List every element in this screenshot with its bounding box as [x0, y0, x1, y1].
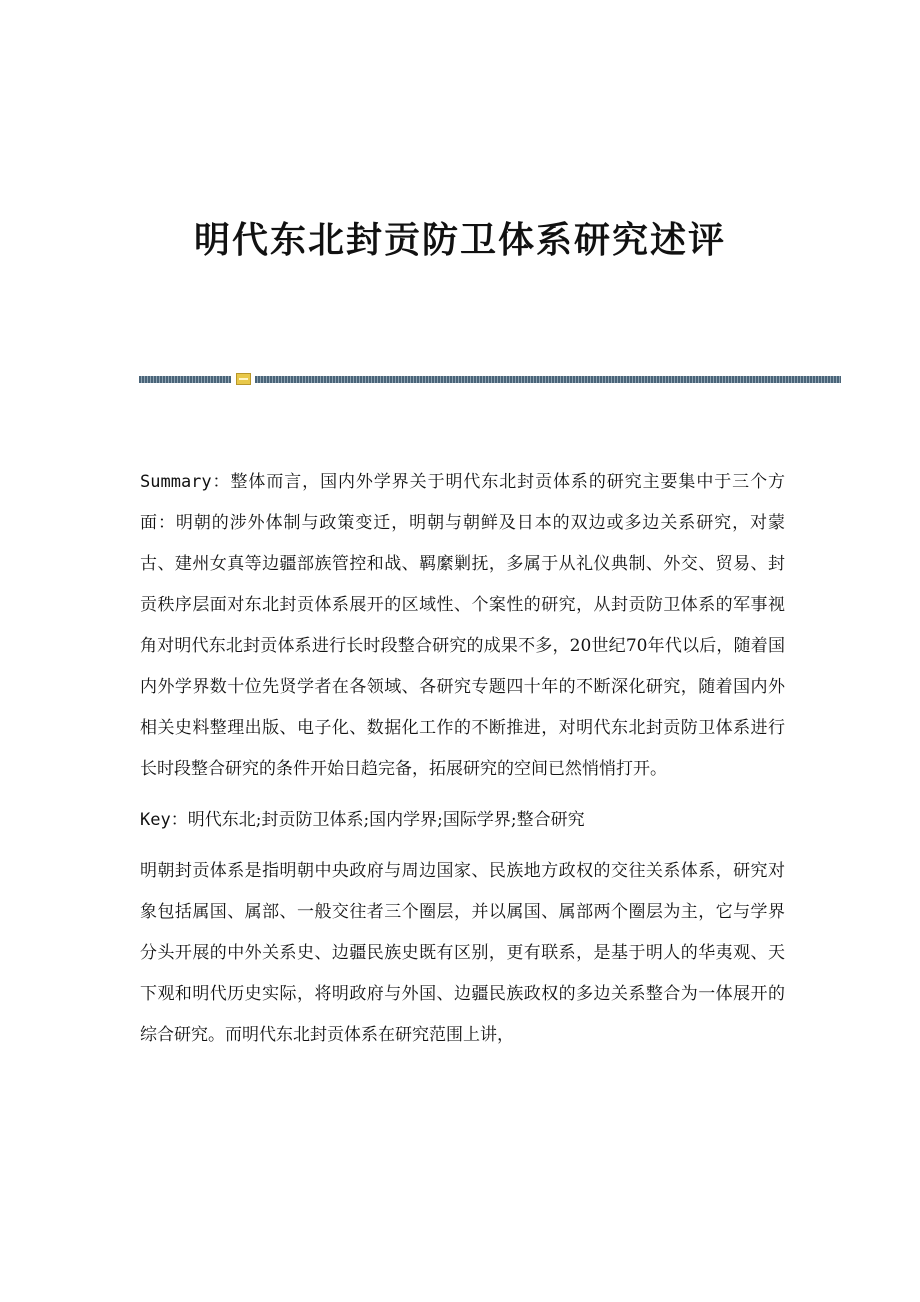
divider-ornament-icon — [236, 373, 251, 385]
divider-bar-left — [139, 376, 231, 383]
divider-bar-right — [255, 376, 841, 383]
key-text: 明代东北;封贡防卫体系;国内学界;国际学界;整合研究 — [187, 810, 585, 830]
key-label: Key： — [140, 810, 188, 830]
summary-text: 整体而言，国内外学界关于明代东北封贡体系的研究主要集中于三个方面：明朝的涉外体制与政策变迁，明朝与朝鲜及日本的双边或多边关系研究，对蒙古、建州女真等边疆部族管控和战、羁縻剿抚，多属于从礼仪典制、外交、贸易、封贡秩序层面对东北封贡体系展开的区域性、个案性的研究，从封贡防卫体系的军事视角对明代东北封贡体系进行长时段整合研究的成果不多，20世纪70年代以后，随着国内外学界数十位先贤学者在各领域、各研究专题四十年的不断深化研究，随着国内外相关史料整理出版、电子化、数据化工作的不断推进，对明代东北封贡防卫体系进行长时段整合研究的条件开始日趋完备，拓展研究的空间已然悄悄打开。 — [140, 472, 785, 779]
body-paragraph: 明朝封贡体系是指明朝中央政府与周边国家、民族地方政权的交往关系体系，研究对象包括属国、属部、一般交往者三个圈层，并以属国、属部两个圈层为主，它与学界分头开展的中外关系史、边疆民族史既有区别，更有联系，是基于明人的华夷观、天下观和明代历史实际，将明政府与外国、边疆民族政权的多边关系整合为一体展开的综合研究。而明代东北封贡体系在研究范围上讲， — [140, 861, 785, 1045]
document-body — [140, 462, 785, 1066]
summary-paragraph — [140, 462, 785, 790]
title-divider — [139, 373, 841, 385]
document-title: 明代东北封贡防卫体系研究述评 — [193, 219, 726, 261]
summary-label: Summary： — [140, 472, 231, 492]
key-paragraph — [140, 800, 785, 841]
